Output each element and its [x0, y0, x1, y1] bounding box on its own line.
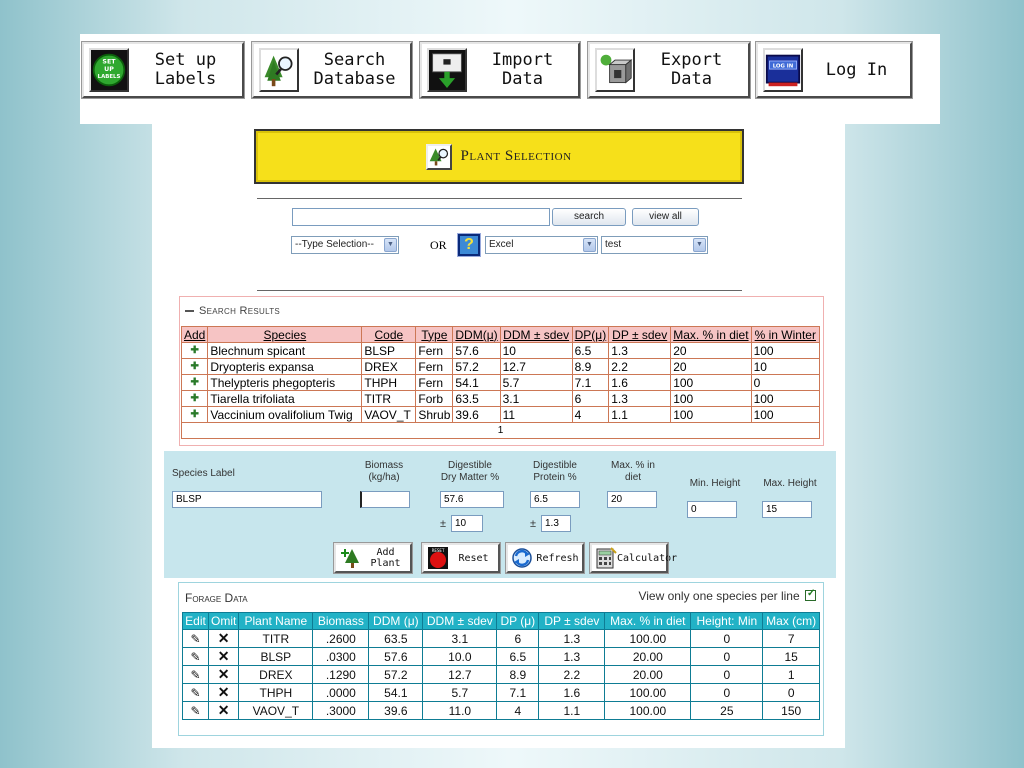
column-header: Max. % in diet: [605, 613, 691, 630]
ddm-field[interactable]: 57.6: [440, 491, 504, 508]
column-header: Max (cm): [763, 613, 820, 630]
forage-cell: DREX: [239, 666, 313, 684]
search-result-row: [182, 407, 820, 423]
biomass-field[interactable]: [360, 491, 410, 508]
forage-cell: 11.0: [423, 702, 497, 720]
search-database-button[interactable]: [252, 42, 412, 98]
result-cell: DREX: [362, 359, 416, 375]
result-cell: 100: [751, 407, 819, 423]
result-cell: VAOV_T: [362, 407, 416, 423]
file-value: test: [605, 239, 622, 250]
forage-cell: 100.00: [605, 630, 691, 648]
forage-cell: 7: [763, 630, 820, 648]
species-label-caption: Species Label: [172, 468, 235, 479]
max-height-caption: Max. Height: [763, 478, 817, 489]
dp-sdev-field[interactable]: 1.3: [541, 515, 571, 532]
export-box-icon: [595, 48, 635, 92]
result-cell: 1.3: [609, 343, 671, 359]
column-header: DDM ± sdev: [423, 613, 497, 630]
column-header: DDM (μ): [369, 613, 423, 630]
result-cell: 8.9: [572, 359, 609, 375]
result-cell: Fern: [416, 343, 453, 359]
omit-icon[interactable]: ✕: [209, 666, 239, 684]
edit-icon[interactable]: ✎: [183, 666, 209, 684]
result-cell: 57.6: [453, 343, 500, 359]
biomass-caption: Biomass (kg/ha): [364, 460, 404, 483]
format-dropdown[interactable]: [485, 236, 598, 254]
column-header[interactable]: Add: [182, 327, 208, 343]
ddm-caption: Digestible Dry Matter %: [440, 460, 500, 483]
forage-cell: THPH: [239, 684, 313, 702]
search-results-panel: [179, 296, 824, 446]
set-up-labels-icon-text: SET: [102, 58, 116, 66]
result-cell: 39.6: [453, 407, 500, 423]
forage-cell: 39.6: [369, 702, 423, 720]
forage-cell: .2600: [313, 630, 369, 648]
result-cell: 100: [671, 375, 751, 391]
result-cell: Fern: [416, 375, 453, 391]
search-database-label: Search Database: [313, 50, 396, 89]
result-cell[interactable]: Blechnum spicant: [208, 343, 362, 359]
result-cell: Shrub: [416, 407, 453, 423]
export-data-label: Export Data: [660, 50, 723, 89]
reset-icon-text: RESET: [431, 548, 445, 553]
forage-cell: 100.00: [605, 702, 691, 720]
result-cell: 63.5: [453, 391, 500, 407]
result-cell: 6.5: [572, 343, 609, 359]
result-cell[interactable]: Vaccinium ovalifolium Twig: [208, 407, 362, 423]
add-icon[interactable]: ✚: [182, 343, 208, 359]
reset-icon: [427, 546, 449, 570]
column-header: Biomass: [313, 613, 369, 630]
column-header: Height: Min: [691, 613, 763, 630]
add-icon[interactable]: ✚: [182, 407, 208, 423]
search-result-row: [182, 391, 820, 407]
add-icon[interactable]: ✚: [182, 359, 208, 375]
forage-cell: 6: [497, 630, 539, 648]
format-value: Excel: [489, 239, 514, 250]
forage-cell: VAOV_T: [239, 702, 313, 720]
species-label-field[interactable]: BLSP: [172, 491, 322, 508]
export-data-button[interactable]: [588, 42, 750, 98]
forage-cell: 25: [691, 702, 763, 720]
edit-icon[interactable]: ✎: [183, 684, 209, 702]
forage-cell: 20.00: [605, 648, 691, 666]
forage-cell: 20.00: [605, 666, 691, 684]
edit-icon[interactable]: ✎: [183, 648, 209, 666]
forage-cell: 7.1: [497, 684, 539, 702]
result-cell: 100: [751, 343, 819, 359]
import-data-button[interactable]: [420, 42, 580, 98]
search-result-row: [182, 375, 820, 391]
add-plant-label: Add Plant: [370, 547, 401, 569]
max-diet-caption: Max. % in diet: [611, 460, 655, 483]
forage-cell: TITR: [239, 630, 313, 648]
max-height-field[interactable]: 15: [762, 501, 812, 518]
forage-cell: 54.1: [369, 684, 423, 702]
chevron-down-icon: ▼: [384, 238, 397, 252]
min-height-field[interactable]: 0: [687, 501, 737, 518]
forage-cell: 1.6: [539, 684, 605, 702]
forage-cell: 0: [691, 666, 763, 684]
view-all-button[interactable]: view all: [632, 208, 699, 226]
chevron-down-icon: ▼: [583, 238, 596, 252]
column-header[interactable]: Species: [208, 327, 362, 343]
dp-caption: Digestible Protein %: [533, 460, 577, 483]
divider: [257, 290, 742, 291]
forage-row: [183, 648, 820, 666]
reset-button[interactable]: [422, 543, 500, 573]
result-cell: BLSP: [362, 343, 416, 359]
search-results-header-row: [182, 327, 820, 343]
top-toolbar: [80, 34, 940, 124]
add-plant-icon: [339, 546, 361, 570]
plant-selection-title: Plant Selection: [460, 148, 572, 164]
result-cell: 54.1: [453, 375, 500, 391]
type-selection-value: --Type Selection--: [295, 239, 374, 250]
forage-cell: .0300: [313, 648, 369, 666]
forage-cell: 57.6: [369, 648, 423, 666]
result-cell: 2.2: [609, 359, 671, 375]
result-cell: 57.2: [453, 359, 500, 375]
forage-header-row: [183, 613, 820, 630]
forage-data-title: Forage Data: [185, 591, 248, 605]
chevron-down-icon: ▼: [693, 238, 706, 252]
add-icon[interactable]: ✚: [182, 375, 208, 391]
forage-cell: 5.7: [423, 684, 497, 702]
plus-minus-label: ±: [440, 518, 447, 530]
forage-row: [183, 666, 820, 684]
forage-cell: .0000: [313, 684, 369, 702]
result-cell: 1.3: [609, 391, 671, 407]
search-results-title-text: Search Results: [199, 305, 281, 317]
result-cell: 7.1: [572, 375, 609, 391]
result-cell[interactable]: Dryopteris expansa: [208, 359, 362, 375]
refresh-icon: [511, 546, 533, 570]
plant-selection-header: [254, 129, 744, 184]
result-cell: 20: [671, 343, 751, 359]
forage-cell: 1: [763, 666, 820, 684]
result-cell[interactable]: Tiarella trifoliata: [208, 391, 362, 407]
calculator-button[interactable]: [590, 543, 678, 573]
plus-minus-label: ±: [530, 518, 537, 530]
log-in-icon: [763, 48, 803, 92]
forage-cell: 6.5: [497, 648, 539, 666]
forage-cell: 15: [763, 648, 820, 666]
search-result-row: [182, 343, 820, 359]
search-input[interactable]: [292, 208, 550, 226]
log-in-icon-text: LOG IN: [772, 63, 794, 70]
result-cell: THPH: [362, 375, 416, 391]
omit-icon[interactable]: ✕: [209, 702, 239, 720]
set-up-labels-button[interactable]: [82, 42, 244, 98]
edit-icon[interactable]: ✎: [183, 702, 209, 720]
forage-cell: 10.0: [423, 648, 497, 666]
set-up-labels-icon: [89, 48, 129, 92]
result-cell: 100: [671, 391, 751, 407]
type-selection-dropdown[interactable]: [291, 236, 399, 254]
forage-row: [183, 702, 820, 720]
view-one-species-checkbox[interactable]: [805, 590, 816, 601]
result-cell: Fern: [416, 359, 453, 375]
view-one-species-label: View only one species per line: [638, 589, 800, 603]
column-header[interactable]: DDM(μ): [453, 327, 500, 343]
refresh-button[interactable]: [506, 543, 584, 573]
result-cell: 20: [671, 359, 751, 375]
forage-cell: 12.7: [423, 666, 497, 684]
forage-cell: 1.1: [539, 702, 605, 720]
forage-cell: 3.1: [423, 630, 497, 648]
edit-icon[interactable]: ✎: [183, 630, 209, 648]
column-header[interactable]: DP(μ): [572, 327, 609, 343]
log-in-label: Log In: [825, 59, 888, 80]
help-icon[interactable]: ?: [458, 234, 480, 256]
collapse-icon[interactable]: [185, 310, 194, 312]
search-button[interactable]: search: [552, 208, 626, 226]
tree-magnifier-icon: [259, 48, 299, 92]
set-up-labels-icon-text: LABELS: [97, 74, 121, 81]
forage-row: [183, 630, 820, 648]
result-cell: 100: [751, 391, 819, 407]
max-diet-field[interactable]: 20: [607, 491, 657, 508]
result-cell: 6: [572, 391, 609, 407]
column-header: DP (μ): [497, 613, 539, 630]
min-height-caption: Min. Height: [689, 478, 741, 489]
import-arrow-icon: [427, 48, 467, 92]
tree-magnifier-icon: [426, 144, 452, 170]
forage-cell: .1290: [313, 666, 369, 684]
result-cell: 5.7: [500, 375, 572, 391]
divider: [257, 198, 742, 199]
result-cell: 10: [500, 343, 572, 359]
search-results-table: [181, 326, 820, 439]
forage-cell: 8.9: [497, 666, 539, 684]
forage-cell: 0: [691, 630, 763, 648]
set-up-labels-icon-text: UP: [104, 65, 114, 73]
set-up-labels-label: Set up Labels: [154, 50, 217, 89]
forage-cell: 1.3: [539, 630, 605, 648]
column-header[interactable]: DDM ± sdev: [500, 327, 572, 343]
forage-cell: 0: [763, 684, 820, 702]
forage-cell: 1.3: [539, 648, 605, 666]
refresh-label: Refresh: [536, 552, 579, 564]
column-header: Plant Name: [239, 613, 313, 630]
omit-icon[interactable]: ✕: [209, 684, 239, 702]
forage-cell: 150: [763, 702, 820, 720]
result-cell: 12.7: [500, 359, 572, 375]
result-cell: 100: [671, 407, 751, 423]
column-header[interactable]: % in Winter: [751, 327, 819, 343]
forage-cell: BLSP: [239, 648, 313, 666]
search-result-row: [182, 359, 820, 375]
result-cell[interactable]: Thelypteris phegopteris: [208, 375, 362, 391]
column-header[interactable]: Code: [362, 327, 416, 343]
calculator-icon: [595, 546, 617, 570]
column-header: DP ± sdev: [539, 613, 605, 630]
result-cell: Forb: [416, 391, 453, 407]
result-cell: 1.1: [609, 407, 671, 423]
column-header[interactable]: Type: [416, 327, 453, 343]
or-label: OR: [430, 238, 447, 252]
forage-cell: .3000: [313, 702, 369, 720]
page-number[interactable]: 1: [182, 423, 820, 439]
column-header: Edit: [183, 613, 209, 630]
forage-cell: 57.2: [369, 666, 423, 684]
forage-cell: 0: [691, 684, 763, 702]
add-plant-button[interactable]: [334, 543, 412, 573]
omit-icon[interactable]: ✕: [209, 648, 239, 666]
plant-entry-form: [164, 451, 836, 578]
view-one-species-toggle[interactable]: [638, 589, 816, 603]
file-dropdown[interactable]: [601, 236, 708, 254]
column-header[interactable]: DP ± sdev: [609, 327, 671, 343]
forage-cell: 63.5: [369, 630, 423, 648]
column-header[interactable]: Max. % in diet: [671, 327, 751, 343]
result-cell: 4: [572, 407, 609, 423]
forage-data-panel: [178, 582, 824, 736]
pagination-row: [182, 423, 820, 439]
forage-cell: 0: [691, 648, 763, 666]
result-cell: TITR: [362, 391, 416, 407]
result-cell: 10: [751, 359, 819, 375]
search-results-title[interactable]: [185, 305, 280, 317]
column-header: Omit: [209, 613, 239, 630]
result-cell: 3.1: [500, 391, 572, 407]
result-cell: 11: [500, 407, 572, 423]
forage-row: [183, 684, 820, 702]
result-cell: 1.6: [609, 375, 671, 391]
import-data-label: Import Data: [491, 50, 554, 89]
ddm-sdev-field[interactable]: 10: [451, 515, 483, 532]
add-icon[interactable]: ✚: [182, 391, 208, 407]
forage-data-table: [182, 612, 820, 720]
forage-cell: 4: [497, 702, 539, 720]
forage-cell: 100.00: [605, 684, 691, 702]
dp-field[interactable]: 6.5: [530, 491, 580, 508]
calculator-label: Calculator: [617, 552, 678, 564]
result-cell: 0: [751, 375, 819, 391]
forage-cell: 2.2: [539, 666, 605, 684]
reset-label: Reset: [458, 552, 489, 564]
log-in-button[interactable]: [756, 42, 912, 98]
omit-icon[interactable]: ✕: [209, 630, 239, 648]
